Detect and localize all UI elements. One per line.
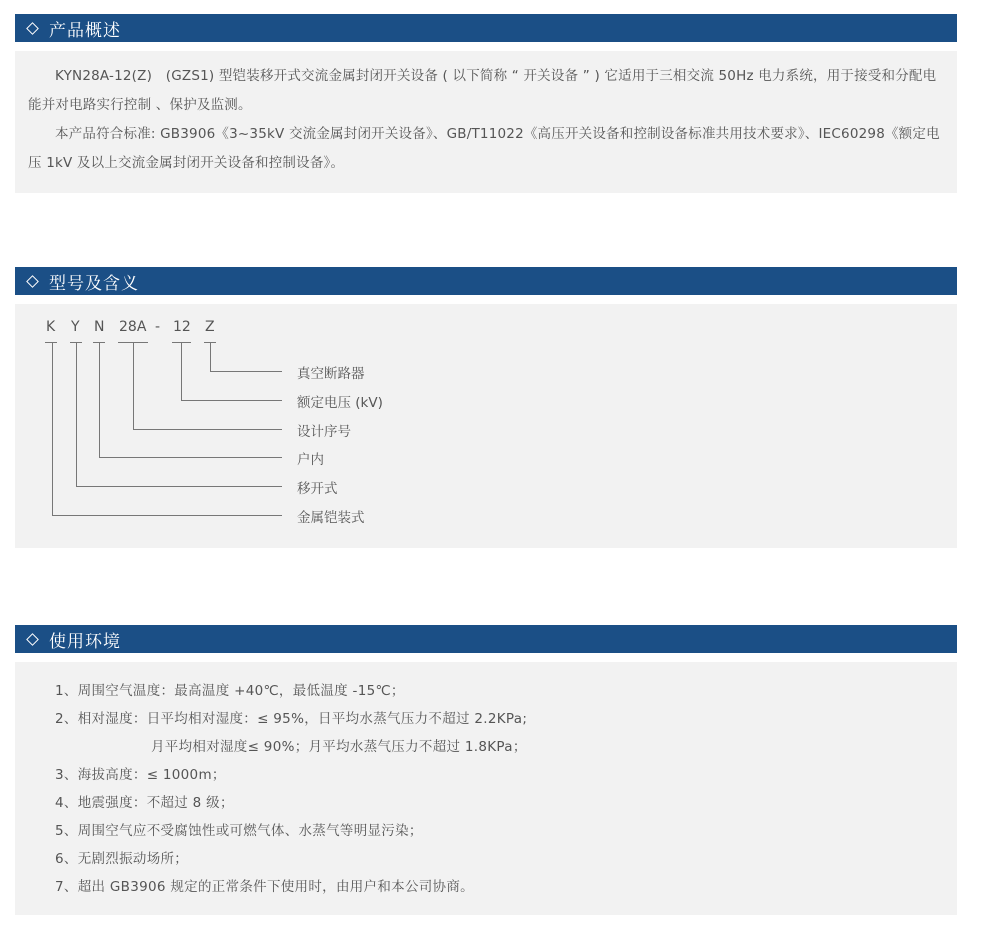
connector-horizontal	[52, 515, 282, 516]
overview-title: 产品概述	[49, 20, 121, 41]
environment-item: 月平均相对湿度≤ 90%；月平均水蒸气压力不超过 1.8KPa；	[151, 739, 527, 755]
environment-panel	[15, 662, 957, 915]
environment-item: 1、周围空气温度：最高温度 +40℃，最低温度 -15℃；	[55, 683, 405, 699]
model-code-y: Y	[71, 319, 80, 335]
overview-header	[15, 14, 957, 42]
environment-item: 6、无剧烈振动场所；	[55, 851, 189, 867]
model-code-z: Z	[205, 319, 215, 335]
model-title: 型号及含义	[49, 273, 139, 294]
connector-vertical	[133, 343, 134, 429]
connector-vertical	[210, 343, 211, 371]
connector-horizontal	[210, 371, 282, 372]
environment-item: 2、相对湿度：日平均相对湿度：≤ 95%，日平均水蒸气压力不超过 2.2KPa;	[55, 711, 528, 727]
diamond-icon	[26, 633, 39, 646]
model-code-28a: 28A	[119, 319, 147, 335]
connector-horizontal	[133, 429, 282, 430]
meaning-design-number: 设计序号	[297, 424, 351, 440]
environment-item: 3、海拔高度：≤ 1000m；	[55, 767, 226, 783]
model-code-k: K	[46, 319, 56, 335]
diamond-icon	[26, 22, 39, 35]
code-underline	[45, 342, 57, 343]
overview-paragraph-2: 本产品符合标准: GB3906《3~35kV 交流金属封闭开关设备》、GB/T11022《高压开关设备和控制设备标准共用技术要求》、IEC60298《额定电压 1kV 及以上交流金属封闭开关设备和控制设备》。	[28, 126, 940, 171]
environment-item: 4、地震强度：不超过 8 级；	[55, 795, 234, 811]
connector-horizontal	[99, 457, 282, 458]
overview-panel	[15, 51, 957, 193]
model-code-12: 12	[173, 319, 191, 335]
environment-item: 7、超出 GB3906 规定的正常条件下使用时，由用户和本公司协商。	[55, 879, 474, 895]
connector-horizontal	[76, 486, 282, 487]
environment-title: 使用环境	[49, 631, 121, 652]
connector-vertical	[76, 343, 77, 486]
model-panel	[15, 304, 957, 548]
meaning-vacuum-breaker: 真空断路器	[297, 366, 365, 382]
model-code-n: N	[94, 319, 105, 335]
connector-vertical	[52, 343, 53, 515]
overview-paragraph-1: KYN28A-12(Z) (GZS1) 型铠装移开式交流金属封闭开关设备 ( 以下简称 “ 开关设备 ” ) 它适用于三相交流 50Hz 电力系统，用于接受和分配电能并对电路实行控制 、保护及监测。	[28, 68, 937, 113]
environment-header	[15, 625, 957, 653]
meaning-metal-clad: 金属铠装式	[297, 510, 365, 526]
environment-item: 5、周围空气应不受腐蚀性或可燃气体、水蒸气等明显污染；	[55, 823, 423, 839]
meaning-withdrawable: 移开式	[297, 481, 338, 497]
connector-horizontal	[181, 400, 282, 401]
connector-vertical	[181, 343, 182, 400]
diamond-icon	[26, 275, 39, 288]
connector-vertical	[99, 343, 100, 457]
meaning-rated-voltage: 额定电压 (kV)	[297, 395, 383, 411]
meaning-indoor: 户内	[297, 452, 324, 468]
model-code-dash: -	[155, 319, 161, 335]
model-header	[15, 267, 957, 295]
